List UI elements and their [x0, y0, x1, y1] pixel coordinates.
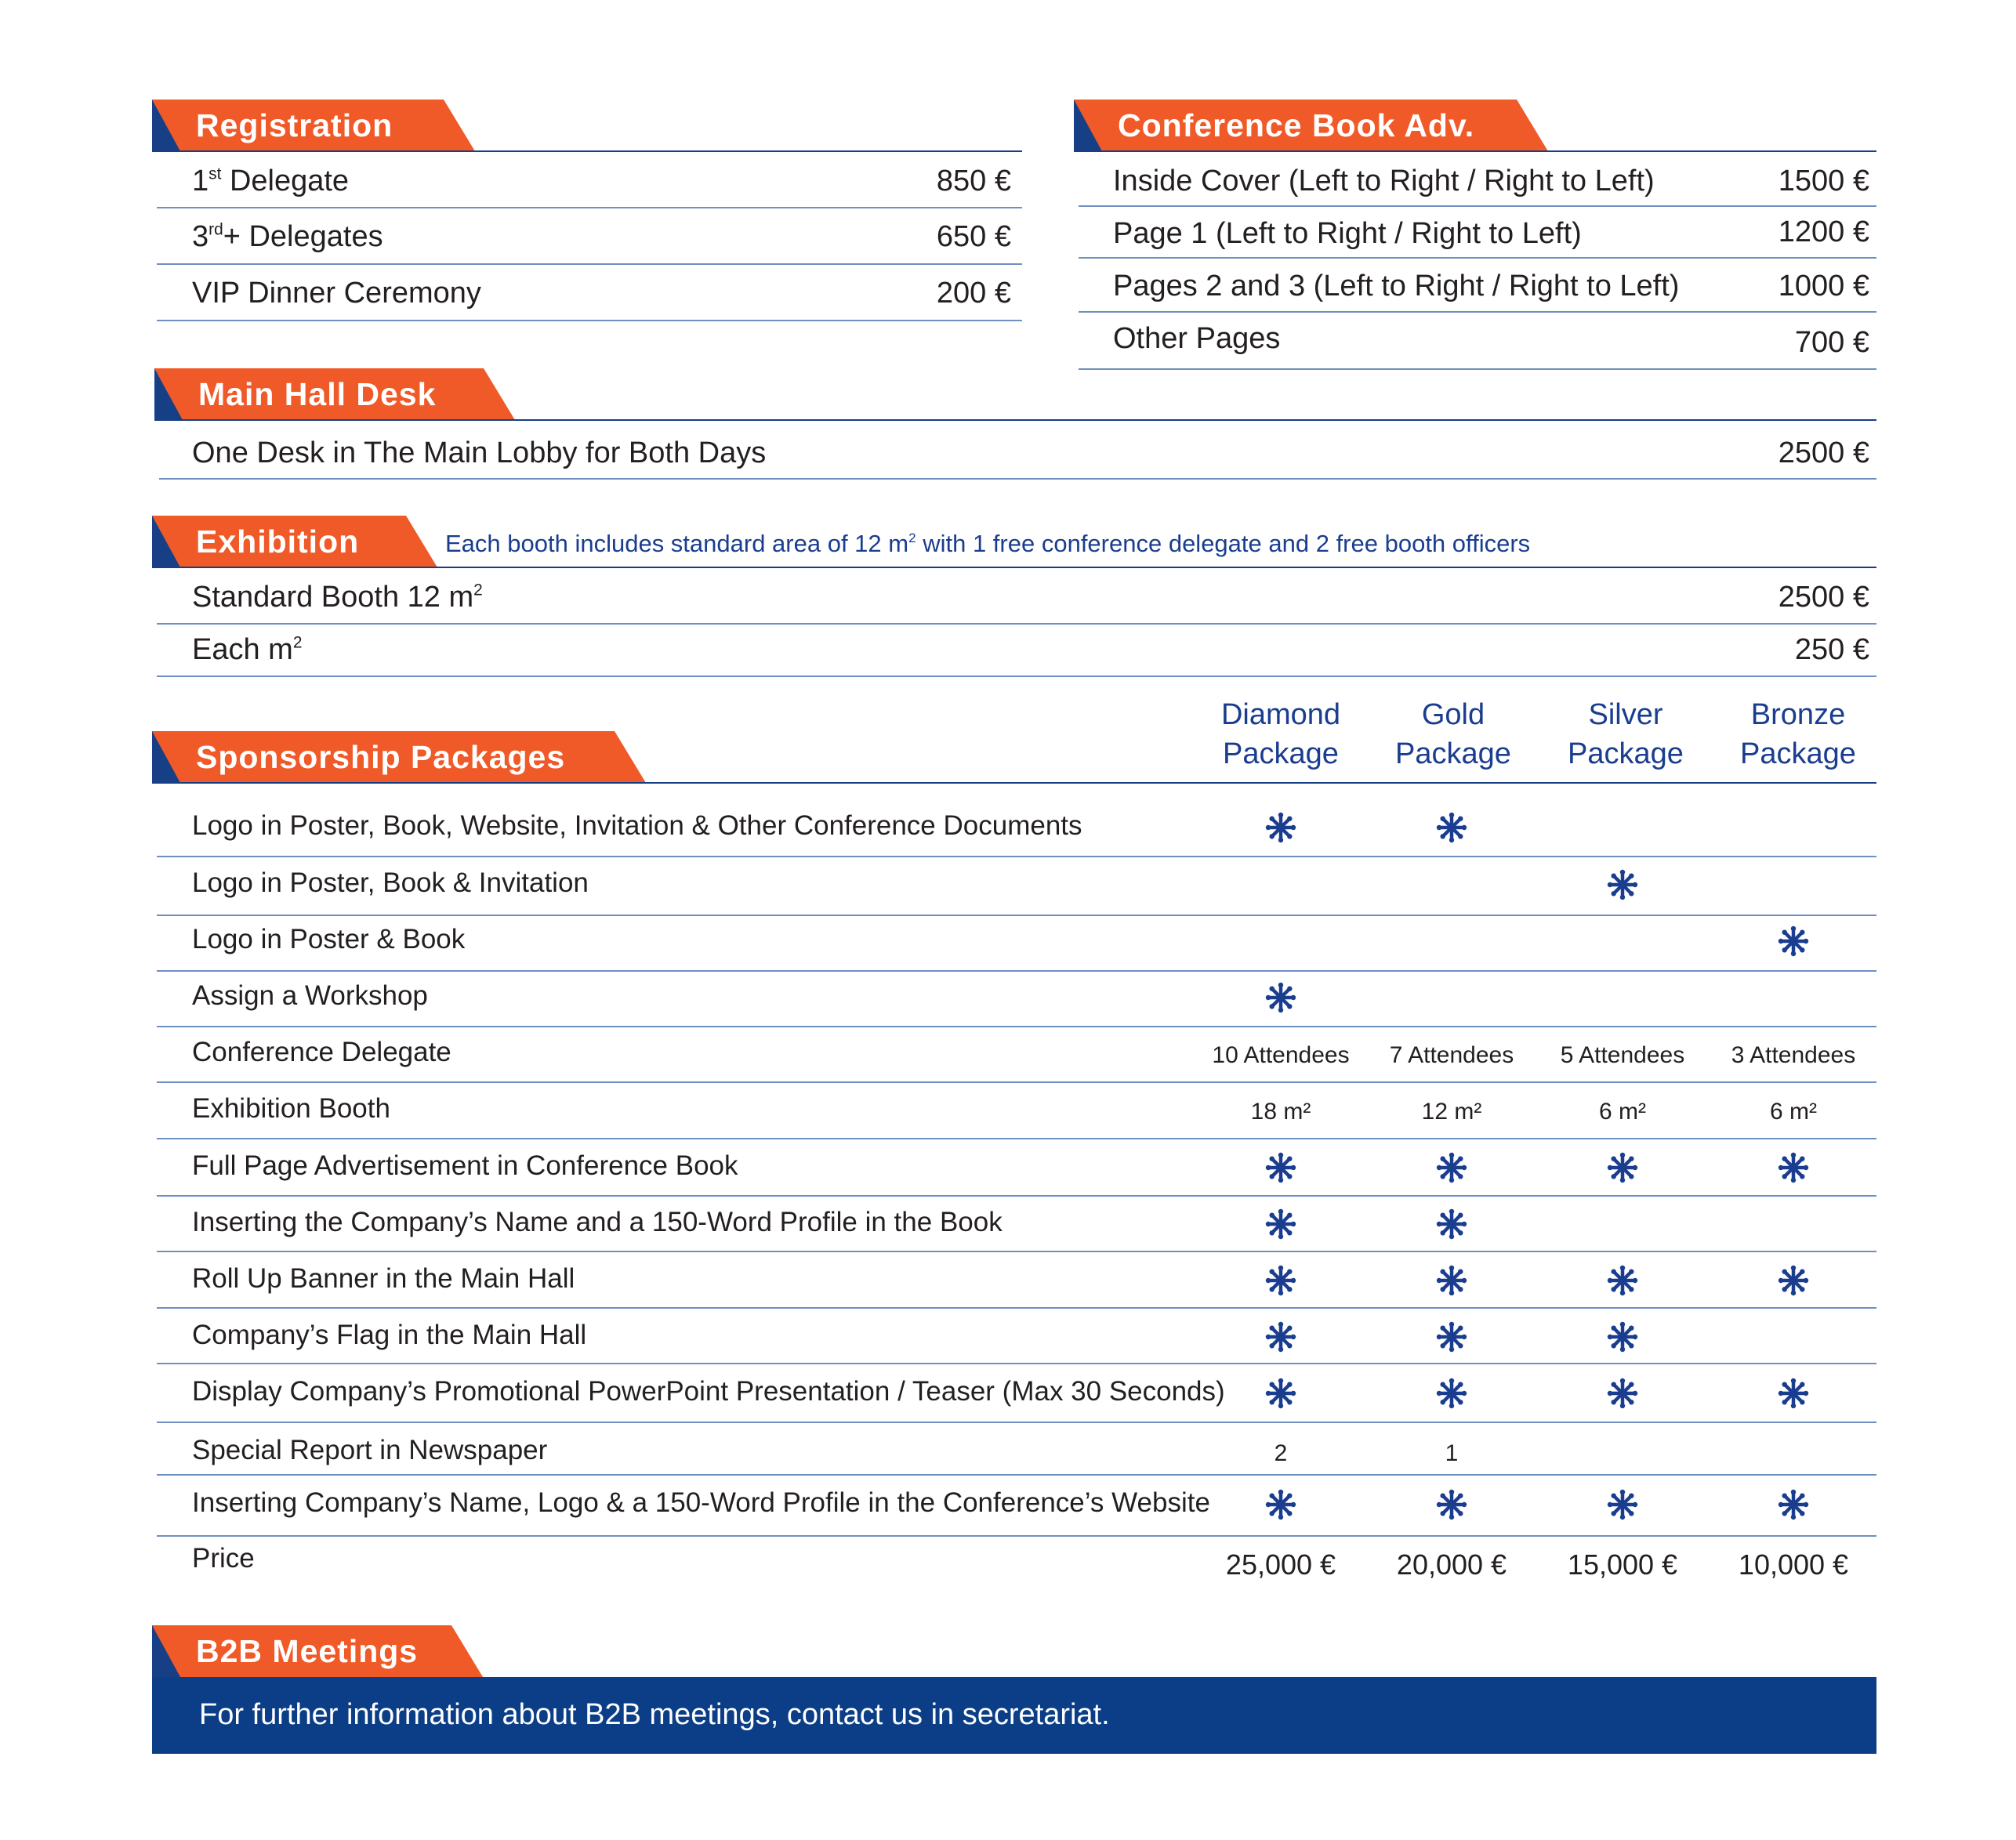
- package-header-silver: Silver Package: [1568, 698, 1684, 770]
- snowflake-asterisk-icon: [1265, 812, 1296, 843]
- sponsorship-cell-value: 6 m²: [1770, 1099, 1817, 1125]
- sponsorship-header: [152, 731, 646, 783]
- book-header: [1074, 100, 1548, 151]
- desk-row-price: 2500 €: [1778, 436, 1869, 469]
- sponsorship-title: Sponsorship Packages: [196, 739, 566, 775]
- sponsorship-cell-value: 3 Attendees: [1731, 1042, 1856, 1068]
- sponsorship-row-label: Logo in Poster & Book: [192, 924, 466, 954]
- sponsorship-row-label: Full Page Advertisement in Conference Book: [192, 1150, 738, 1181]
- snowflake-asterisk-icon: [1436, 1265, 1467, 1296]
- sponsorship-cell-value: 10 Attendees: [1212, 1042, 1350, 1068]
- sponsorship-row-label: Inserting the Company’s Name and a 150-Word Profile in the Book: [192, 1207, 1003, 1237]
- row-separator: [157, 263, 1022, 265]
- sponsorship-row-label: Display Company’s Promotional PowerPoint Presentation / Teaser (Max 30 Seconds): [192, 1376, 1225, 1407]
- sponsorship-cell-value: 15,000 €: [1567, 1548, 1678, 1581]
- exhibition-note: Each booth includes standard area of 12 $m^2$ with 1 free conference delegate and 2 free booth officers: [445, 530, 1531, 557]
- sponsorship-row-label: Inserting Company’s Name, Logo & a 150-Word Profile in the Conference’s Website: [192, 1487, 1210, 1518]
- registration-rule: [152, 150, 1022, 152]
- snowflake-asterisk-icon: [1778, 925, 1809, 957]
- row-separator: [157, 207, 1022, 208]
- desk-row-label: One Desk in The Main Lobby for Both Days: [192, 436, 767, 469]
- snowflake-asterisk-icon: [1265, 1489, 1296, 1520]
- b2b-info-box: [152, 1677, 1876, 1754]
- sponsorship-cell-value: 7 Attendees: [1389, 1042, 1514, 1068]
- sponsorship-row-label: Logo in Poster, Book, Website, Invitation & Other Conference Documents: [192, 810, 1082, 841]
- exhibition-rule: [152, 567, 1876, 568]
- row-separator: [157, 1307, 1876, 1309]
- exhibition-row-label: Each $m^2$: [192, 633, 303, 666]
- b2b-info-text: For further information about B2B meetings, contact us in secretariat.: [199, 1698, 1110, 1731]
- row-separator: [157, 320, 1022, 321]
- exhibition-row-price: 2500 €: [1778, 581, 1869, 614]
- b2b-title: B2B Meetings: [196, 1633, 419, 1669]
- registration-row-label: 1st Delegate: [192, 165, 350, 197]
- row-separator: [157, 915, 1876, 916]
- book-rule: [1074, 150, 1876, 152]
- snowflake-asterisk-icon: [1265, 982, 1296, 1013]
- sponsorship-row-label: Conference Delegate: [192, 1037, 451, 1067]
- exhibition-header: [152, 516, 437, 567]
- sponsorship-row-label: Logo in Poster, Book & Invitation: [192, 867, 589, 898]
- sponsorship-rule: [152, 782, 1876, 784]
- sponsorship-cell-value: 6 m²: [1599, 1099, 1646, 1125]
- snowflake-asterisk-icon: [1607, 1489, 1638, 1520]
- sponsorship-cell-value: 18 m²: [1250, 1099, 1311, 1125]
- snowflake-asterisk-icon: [1778, 1489, 1809, 1520]
- b2b-header: [152, 1625, 483, 1677]
- registration-row-price: 850 €: [936, 165, 1011, 197]
- row-separator: [1079, 311, 1876, 313]
- snowflake-asterisk-icon: [1778, 1152, 1809, 1183]
- row-separator: [1079, 257, 1876, 259]
- sponsorship-row-label: Special Report in Newspaper: [192, 1435, 548, 1465]
- row-separator: [157, 1138, 1876, 1139]
- row-separator: [157, 1195, 1876, 1197]
- snowflake-asterisk-icon: [1778, 1265, 1809, 1296]
- desk-rule: [154, 419, 1876, 421]
- snowflake-asterisk-icon: [1436, 1489, 1467, 1520]
- exhibition-row-label: Standard Booth 12 $m^2$: [192, 581, 483, 614]
- desk-title: Main Hall Desk: [198, 376, 437, 412]
- row-separator: [1079, 368, 1876, 370]
- snowflake-asterisk-icon: [1436, 1208, 1467, 1240]
- snowflake-asterisk-icon: [1265, 1265, 1296, 1296]
- registration-row-label: VIP Dinner Ceremony: [192, 277, 481, 310]
- sponsorship-cell-value: 12 m²: [1421, 1099, 1482, 1125]
- snowflake-asterisk-icon: [1265, 1321, 1296, 1353]
- book-row-price: 700 €: [1794, 326, 1869, 359]
- row-separator: [157, 856, 1876, 857]
- registration-row-price: 200 €: [936, 277, 1011, 310]
- sponsorship-cell-value: 10,000 €: [1738, 1548, 1849, 1581]
- sponsorship-cell-value: 20,000 €: [1396, 1548, 1507, 1581]
- row-separator: [157, 1535, 1876, 1537]
- package-header-gold: Gold Package: [1395, 698, 1511, 770]
- sponsorship-cell-value: 2: [1274, 1440, 1288, 1466]
- sponsorship-cell-value: 5 Attendees: [1560, 1042, 1685, 1068]
- exhibition-row-price: 250 €: [1794, 633, 1869, 666]
- registration-row-label: 3rd+ Delegates: [192, 220, 383, 253]
- snowflake-asterisk-icon: [1436, 1378, 1467, 1409]
- row-separator: [1079, 205, 1876, 207]
- registration-title: Registration: [196, 107, 393, 143]
- snowflake-asterisk-icon: [1436, 812, 1467, 843]
- sponsorship-cell-value: 1: [1445, 1440, 1459, 1466]
- registration-header: [152, 100, 475, 151]
- book-row-price: 1500 €: [1778, 165, 1869, 197]
- book-row-price: 1200 €: [1778, 216, 1869, 248]
- snowflake-asterisk-icon: [1265, 1152, 1296, 1183]
- snowflake-asterisk-icon: [1607, 869, 1638, 900]
- book-row-label: Inside Cover (Left to Right / Right to Left): [1113, 165, 1655, 197]
- sponsorship-row-label: Company’s Flag in the Main Hall: [192, 1320, 587, 1350]
- row-separator: [157, 1474, 1876, 1476]
- snowflake-asterisk-icon: [1265, 1208, 1296, 1240]
- snowflake-asterisk-icon: [1436, 1321, 1467, 1353]
- book-row-label: Pages 2 and 3 (Left to Right / Right to Left): [1113, 270, 1680, 302]
- registration-row-price: 650 €: [936, 220, 1011, 253]
- snowflake-asterisk-icon: [1778, 1378, 1809, 1409]
- sponsorship-row-label: Exhibition Booth: [192, 1093, 390, 1124]
- package-header-bronze: Bronze Package: [1740, 698, 1856, 770]
- exhibition-title: Exhibition: [196, 523, 360, 560]
- book-row-price: 1000 €: [1778, 270, 1869, 302]
- snowflake-asterisk-icon: [1607, 1321, 1638, 1353]
- snowflake-asterisk-icon: [1607, 1265, 1638, 1296]
- row-separator: [157, 676, 1876, 677]
- desk-header: [154, 368, 515, 420]
- row-separator: [159, 478, 1876, 480]
- snowflake-asterisk-icon: [1607, 1378, 1638, 1409]
- row-separator: [157, 1422, 1876, 1423]
- row-separator: [157, 623, 1876, 625]
- book-row-label: Other Pages: [1113, 322, 1281, 355]
- row-separator: [157, 1363, 1876, 1364]
- sponsorship-row-label: Price: [192, 1543, 255, 1574]
- book-row-label: Page 1 (Left to Right / Right to Left): [1113, 217, 1582, 250]
- row-separator: [157, 970, 1876, 972]
- sponsorship-row-label: Assign a Workshop: [192, 980, 428, 1011]
- sponsorship-row-label: Roll Up Banner in the Main Hall: [192, 1263, 575, 1294]
- row-separator: [157, 1081, 1876, 1083]
- book-title: Conference Book Adv.: [1118, 107, 1475, 143]
- row-separator: [157, 1026, 1876, 1027]
- sponsorship-cell-value: 25,000 €: [1225, 1548, 1336, 1581]
- row-separator: [157, 1251, 1876, 1252]
- snowflake-asterisk-icon: [1436, 1152, 1467, 1183]
- snowflake-asterisk-icon: [1265, 1378, 1296, 1409]
- snowflake-asterisk-icon: [1607, 1152, 1638, 1183]
- package-header-diamond: Diamond Package: [1220, 698, 1341, 770]
